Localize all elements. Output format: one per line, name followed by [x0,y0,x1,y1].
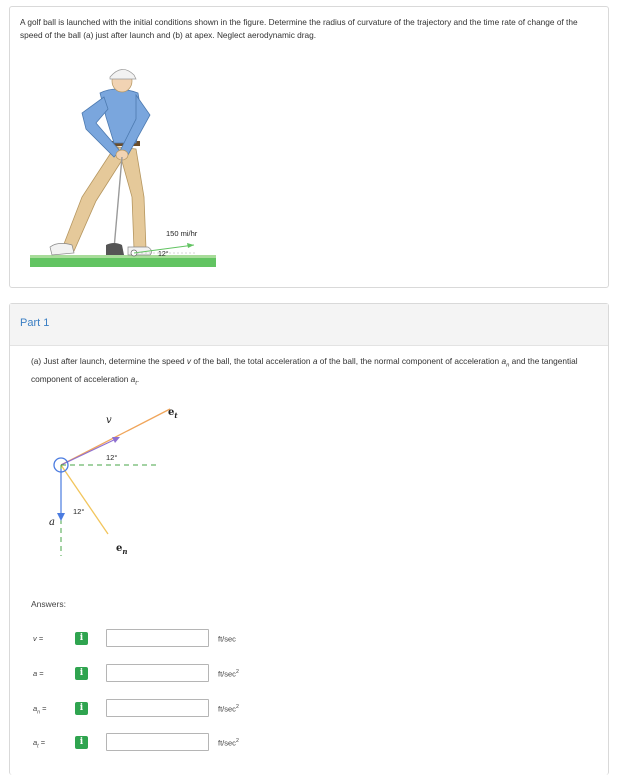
question-an: a [501,356,507,366]
answer-label-a: a = [33,669,44,678]
question-prefix: (a) Just after launch, determine the speed [31,356,187,366]
launch-angle-label: 12° [158,251,169,258]
answer-input-an[interactable] [106,699,209,717]
answer-label-at: $a_t$ = [33,738,46,750]
answers-label: Answers: [31,599,66,609]
part-title: Part 1 [20,317,50,329]
answer-unit-v: ft/sec [218,634,236,644]
problem-card [9,6,609,288]
launch-speed-label: 150 mi/hr [166,229,198,238]
question-mid1: of the ball, the total acceleration [191,356,313,366]
answer-unit-a: $ft/\sec^2$ [218,669,239,679]
golfer-cap [110,69,136,79]
question-end: . [136,373,140,384]
question-at: a [130,373,136,384]
ground-shadow [30,255,216,258]
problem-statement: A golf ball is launched with the initial conditions shown in the figure. Determine the radius of curvature of the trajectory and the time rate of change of the speed of the ball (a) just after launch and (b) at apex. Neglect aerodynamic drag. [20,17,578,40]
info-icon[interactable]: i [75,667,88,680]
v-label: v [106,415,112,426]
golfer-figure [24,57,224,277]
answer-input-v[interactable] [106,629,209,647]
vector-diagram [30,406,210,586]
question-mid2: of the ball, the normal component of acceleration [317,356,502,366]
info-icon[interactable]: i [75,736,88,749]
info-icon[interactable]: i [75,702,88,715]
answer-row-at [31,733,331,753]
info-icon[interactable]: i [75,632,88,645]
answer-input-at[interactable] [106,733,209,751]
a-label: a [49,517,55,528]
en-label: $e_n$ [116,543,128,556]
part-card [9,303,609,775]
answer-row-a [31,664,331,684]
golfer-back-shoe [50,243,74,255]
grass-strip [30,257,216,267]
question-text [31,355,596,390]
angle-top-label: 12° [106,453,118,462]
launch-arrowhead [187,243,194,248]
question-v: v [186,356,192,366]
answer-row-an [31,699,331,719]
acceleration-arrowhead [57,513,65,521]
question-mid3: and the tangential component of acceleration [31,356,578,384]
question-an-sub: n [506,362,510,369]
angle-left-label: 12° [73,507,85,516]
part-header [10,304,608,346]
answer-row-v [31,629,331,649]
answer-input-a[interactable] [106,664,209,682]
question-a: a [312,356,318,366]
golf-club-head [106,243,124,255]
answer-unit-at: $ft/\sec^2$ [218,738,239,748]
question-at-sub: t [135,380,137,387]
answer-unit-an: $ft/\sec^2$ [218,704,239,714]
et-label: $e_t$ [168,407,178,420]
en-direction-line [61,465,108,534]
answer-label-an: $a_n$ = [33,704,47,716]
answer-label-v: v = [33,634,44,643]
